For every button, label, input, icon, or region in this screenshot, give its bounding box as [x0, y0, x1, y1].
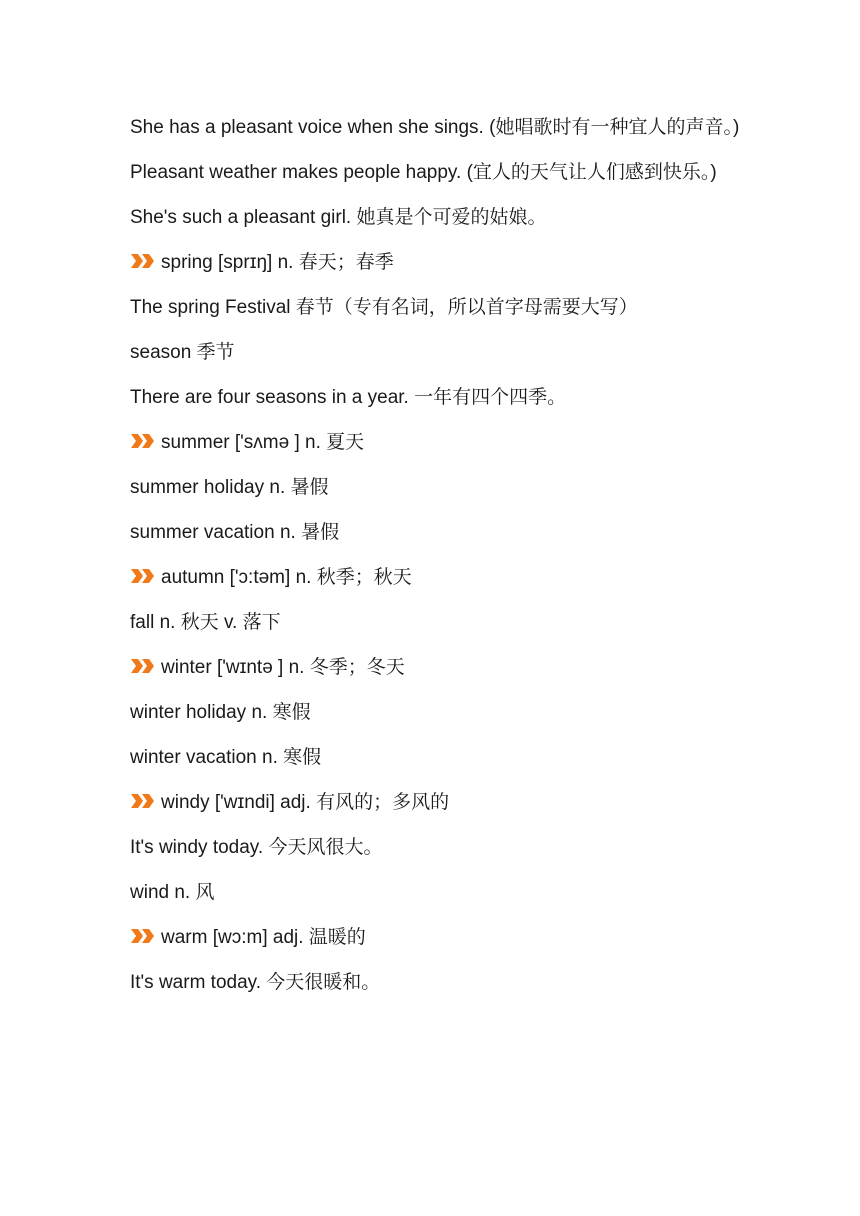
vocab-note: summer vacation n. 暑假	[130, 522, 340, 543]
double-arrow-bullet-icon	[130, 928, 156, 944]
example-sentence: There are four seasons in a year. 一年有四个四季。	[130, 387, 567, 408]
example-sentence: She's such a pleasant girl. 她真是个可爱的姑娘。	[130, 207, 547, 228]
example-sentence: It's warm today. 今天很暖和。	[130, 972, 381, 993]
double-arrow-bullet-icon	[130, 658, 156, 674]
vocab-entry-autumn: autumn ['ɔ:təm] n. 秋季；秋天	[130, 555, 750, 600]
vocab-note: wind n. 风	[130, 882, 215, 903]
vocab-entry-windy: windy ['wɪndi] adj. 有风的；多风的	[130, 780, 750, 825]
example-sentence: Pleasant weather makes people happy. (宜人的天气让人们感到快乐。)	[130, 162, 717, 183]
double-arrow-bullet-icon	[130, 253, 156, 269]
double-arrow-bullet-icon	[130, 433, 156, 449]
vocab-entry-spring: spring [sprɪŋ] n. 春天；春季	[130, 240, 750, 285]
example-sentence: The spring Festival 春节（专有名词，所以首字母需要大写）	[130, 297, 638, 318]
document-page	[130, 105, 750, 1005]
example-sentence: She has a pleasant voice when she sings. (她唱歌时有一种宜人的声音。)	[130, 117, 740, 138]
vocab-entry-winter: winter ['wɪntə ] n. 冬季；冬天	[130, 645, 750, 690]
vocab-note: fall n. 秋天 v. 落下	[130, 612, 281, 633]
double-arrow-bullet-icon	[130, 568, 156, 584]
double-arrow-bullet-icon	[130, 793, 156, 809]
vocab-note: winter vacation n. 寒假	[130, 747, 322, 768]
vocab-entry-warm: warm [wɔ:m] adj. 温暖的	[130, 915, 750, 960]
example-sentence: It's windy today. 今天风很大。	[130, 837, 383, 858]
vocab-note: winter holiday n. 寒假	[130, 702, 311, 723]
vocab-note: summer holiday n. 暑假	[130, 477, 329, 498]
vocab-note: season 季节	[130, 342, 235, 363]
vocab-entry-summer: summer ['sʌmə ] n. 夏天	[130, 420, 750, 465]
